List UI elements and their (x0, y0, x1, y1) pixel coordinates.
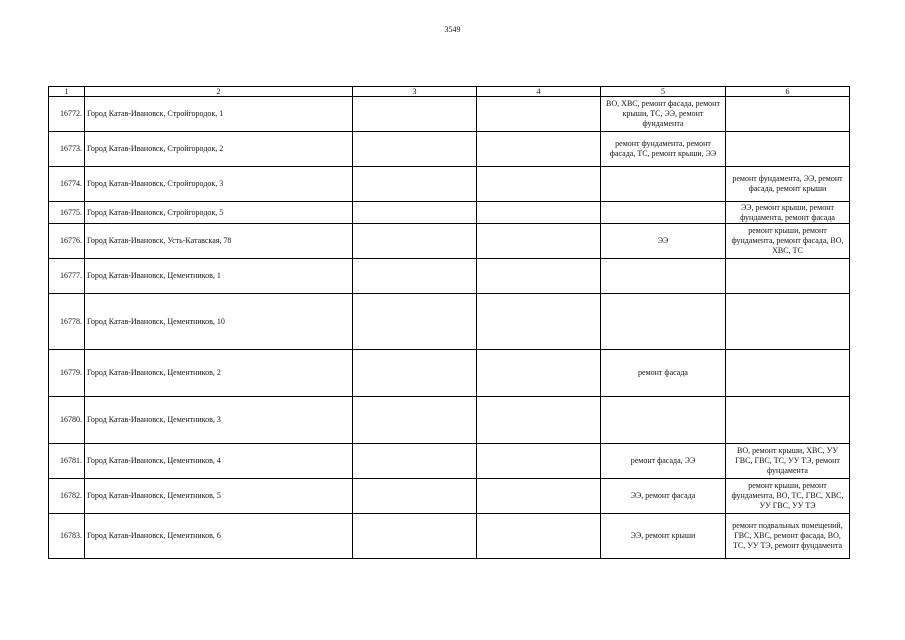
column-6-cell (726, 397, 850, 444)
address-cell: Город Катав-Ивановск, Цементников, 4 (85, 444, 353, 479)
table-row (49, 350, 850, 397)
column-5-cell (601, 202, 726, 224)
column-3-cell (353, 294, 477, 350)
column-4-cell (477, 444, 601, 479)
row-number-cell: 16783. (49, 514, 85, 559)
column-6-cell (726, 294, 850, 350)
column-4-cell (477, 350, 601, 397)
column-5-cell: ВО, ХВС, ремонт фасада, ремонт крыши, ТС, ЭЭ, ремонт фундамента (601, 97, 726, 132)
column-5-cell: ЭЭ (601, 224, 726, 259)
column-6-cell: ВО, ремонт крыши, ХВС, УУ ГВС, ГВС, ТС, УУ ТЭ, ремонт фундамента (726, 444, 850, 479)
row-number-cell: 16773. (49, 132, 85, 167)
column-4-cell (477, 479, 601, 514)
column-6-cell: ремонт крыши, ремонт фундамента, ВО, ТС, ГВС, ХВС, УУ ГВС, УУ ТЭ (726, 479, 850, 514)
address-cell: Город Катав-Ивановск, Стройгородок, 2 (85, 132, 353, 167)
column-4-cell (477, 202, 601, 224)
column-4-cell (477, 167, 601, 202)
header-cell: 6 (726, 87, 850, 97)
column-3-cell (353, 350, 477, 397)
column-3-cell (353, 479, 477, 514)
address-cell: Город Катав-Ивановск, Цементников, 5 (85, 479, 353, 514)
column-6-cell: ЭЭ, ремонт крыши, ремонт фундамента, ремонт фасада (726, 202, 850, 224)
table-row (49, 294, 850, 350)
column-4-cell (477, 294, 601, 350)
column-5-cell (601, 167, 726, 202)
column-3-cell (353, 132, 477, 167)
table-row (49, 224, 850, 259)
row-number-cell: 16779. (49, 350, 85, 397)
address-cell: Город Катав-Ивановск, Стройгородок, 3 (85, 167, 353, 202)
column-6-cell (726, 350, 850, 397)
table-row (49, 97, 850, 132)
column-5-cell (601, 259, 726, 294)
column-6-cell: ремонт подвальных помещений, ГВС, ХВС, ремонт фасада, ВО, ТС, УУ ТЭ, ремонт фундамента (726, 514, 850, 559)
row-number-cell: 16782. (49, 479, 85, 514)
column-4-cell (477, 397, 601, 444)
column-6-cell: ремонт крыши, ремонт фундамента, ремонт фасада, ВО, ХВС, ТС (726, 224, 850, 259)
address-cell: Город Катав-Ивановск, Цементников, 1 (85, 259, 353, 294)
header-cell: 5 (601, 87, 726, 97)
column-5-cell: ЭЭ, ремонт крыши (601, 514, 726, 559)
header-cell: 3 (353, 87, 477, 97)
address-cell: Город Катав-Ивановск, Цементников, 6 (85, 514, 353, 559)
row-number-cell: 16772. (49, 97, 85, 132)
column-6-cell (726, 132, 850, 167)
row-number-cell: 16777. (49, 259, 85, 294)
column-5-cell: ремонт фундамента, ремонт фасада, ТС, ремонт крыши, ЭЭ (601, 132, 726, 167)
column-3-cell (353, 167, 477, 202)
column-3-cell (353, 444, 477, 479)
header-cell: 1 (49, 87, 85, 97)
address-cell: Город Катав-Ивановск, Цементников, 3 (85, 397, 353, 444)
column-3-cell (353, 202, 477, 224)
table-row (49, 479, 850, 514)
column-3-cell (353, 97, 477, 132)
column-3-cell (353, 259, 477, 294)
table-row (49, 132, 850, 167)
table-row (49, 259, 850, 294)
header-cell: 4 (477, 87, 601, 97)
column-4-cell (477, 259, 601, 294)
table-row (49, 397, 850, 444)
column-4-cell (477, 97, 601, 132)
column-5-cell (601, 397, 726, 444)
table-row (49, 202, 850, 224)
column-5-cell (601, 294, 726, 350)
address-cell: Город Катав-Ивановск, Стройгородок, 5 (85, 202, 353, 224)
table-row (49, 514, 850, 559)
row-number-cell: 16774. (49, 167, 85, 202)
header-cell: 2 (85, 87, 353, 97)
page-number: 3549 (444, 25, 461, 34)
column-4-cell (477, 132, 601, 167)
address-cell: Город Катав-Ивановск, Стройгородок, 1 (85, 97, 353, 132)
column-3-cell (353, 397, 477, 444)
address-cell: Город Катав-Ивановск, Цементников, 10 (85, 294, 353, 350)
row-number-cell: 16776. (49, 224, 85, 259)
works-table (48, 86, 850, 559)
table-header-row (49, 87, 850, 97)
row-number-cell: 16780. (49, 397, 85, 444)
address-cell: Город Катав-Ивановск, Усть-Катавская, 78 (85, 224, 353, 259)
column-3-cell (353, 514, 477, 559)
column-6-cell: ремонт фундамента, ЭЭ, ремонт фасада, ремонт крыши (726, 167, 850, 202)
table-row (49, 444, 850, 479)
column-3-cell (353, 224, 477, 259)
column-4-cell (477, 224, 601, 259)
column-5-cell: ремонт фасада (601, 350, 726, 397)
table-row (49, 167, 850, 202)
column-5-cell: ЭЭ, ремонт фасада (601, 479, 726, 514)
row-number-cell: 16775. (49, 202, 85, 224)
row-number-cell: 16781. (49, 444, 85, 479)
column-5-cell: ремонт фасада, ЭЭ (601, 444, 726, 479)
column-6-cell (726, 97, 850, 132)
address-cell: Город Катав-Ивановск, Цементников, 2 (85, 350, 353, 397)
column-6-cell (726, 259, 850, 294)
column-4-cell (477, 514, 601, 559)
row-number-cell: 16778. (49, 294, 85, 350)
